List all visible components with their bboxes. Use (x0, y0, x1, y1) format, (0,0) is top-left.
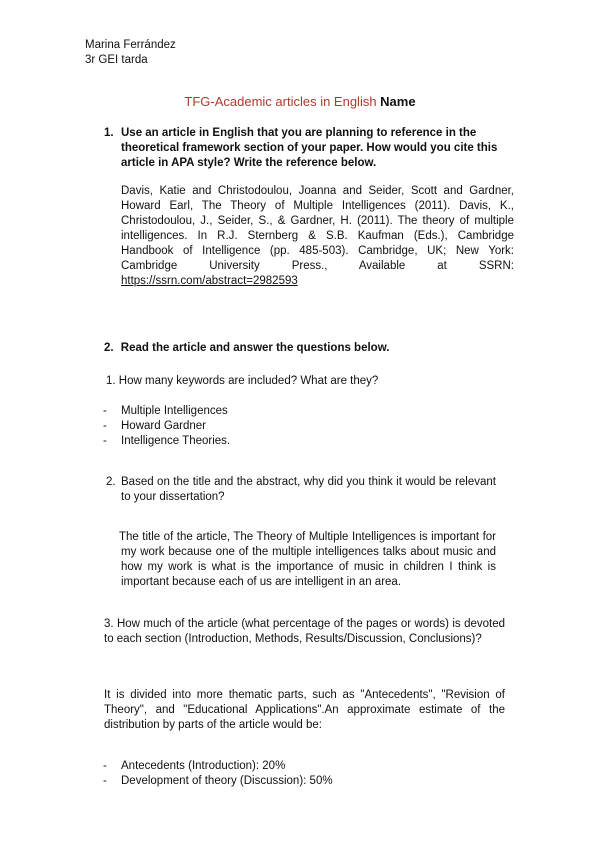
question-2-number: 2. (104, 342, 114, 354)
sub-question-2-text: Based on the title and the abstract, why did you think it would be relevant to your dissertation? (121, 476, 496, 503)
list-item: - Antecedents (Introduction): 20% (103, 760, 286, 772)
question-1 (104, 126, 504, 171)
author-name: Marina Ferrández (85, 39, 176, 51)
sub-question-3-answer: It is divided into more thematic parts, such as "Antecedents", "Revision of Theory", and "Educational Applications".An approximate estimate of the distribution by parts of the article would be: (104, 689, 505, 731)
keyword-3: Intelligence Theories. (121, 435, 231, 447)
keyword-1: Multiple Intelligences (121, 405, 228, 417)
list-item: - Intelligence Theories. (103, 435, 231, 447)
sub-question-2-answer: The title of the article, The Theory of Multiple Intelligences is important for my work because one of the multiple intelligences talks about music and how my work is what is the importance of music in children I think is important because each of us are intelligent in an area. (119, 531, 496, 588)
question-2 (104, 341, 504, 356)
question-1-text: Use an article in English that you are planning to reference in the theoretical framework section of your paper. How would you cite this article in APA style? Write the reference below. (121, 127, 498, 169)
distribution-list (103, 759, 333, 789)
reference-link[interactable]: https://ssrn.com/abstract=2982593 (121, 275, 298, 287)
reference-text: Davis, Katie and Christodoulou, Joanna and Seider, Scott and Gardner, Howard Earl, The Theory of Multiple Intelligences (2011). Davis, K., Christodoulou, J., Seider, S., & Gardner, H. (2011). The theory of multiple intelligences. In R.J. Sternberg & S.B. Kaufman (Eds.), Cambridge Handbook of Intelligence (pp. 485-503). Cambridge, UK; New York: Cambridge University Press., Available at SSRN: (121, 185, 514, 272)
author-group: 3r GEI tarda (85, 54, 148, 66)
keyword-2: Howard Gardner (121, 420, 207, 432)
distribution-item-2: Development of theory (Discussion): 50% (121, 775, 333, 787)
list-item: - Multiple Intelligences (103, 405, 228, 417)
list-item: - Development of theory (Discussion): 50% (103, 775, 333, 787)
sub-question-1: 1. How many keywords are included? What are they? (106, 375, 379, 387)
list-item: - Howard Gardner (103, 420, 207, 432)
sub-question-2 (106, 475, 496, 505)
reference-block (121, 184, 514, 289)
question-2-text: Read the article and answer the questions below. (120, 342, 390, 354)
header-block (85, 38, 176, 68)
sub-question-3: 3. How much of the article (what percentage of the pages or words) is devoted to each section (Introduction, Methods, Results/Discussion, Conclusions)? (104, 618, 505, 645)
page-title (0, 94, 600, 109)
question-1-number: 1. (104, 127, 114, 139)
keyword-list (103, 404, 230, 449)
title-text: TFG-Academic articles in English (184, 94, 381, 109)
title-name: Name (380, 94, 416, 109)
sub-question-2-number: 2. (106, 476, 116, 488)
distribution-item-1: Antecedents (Introduction): 20% (121, 760, 286, 772)
